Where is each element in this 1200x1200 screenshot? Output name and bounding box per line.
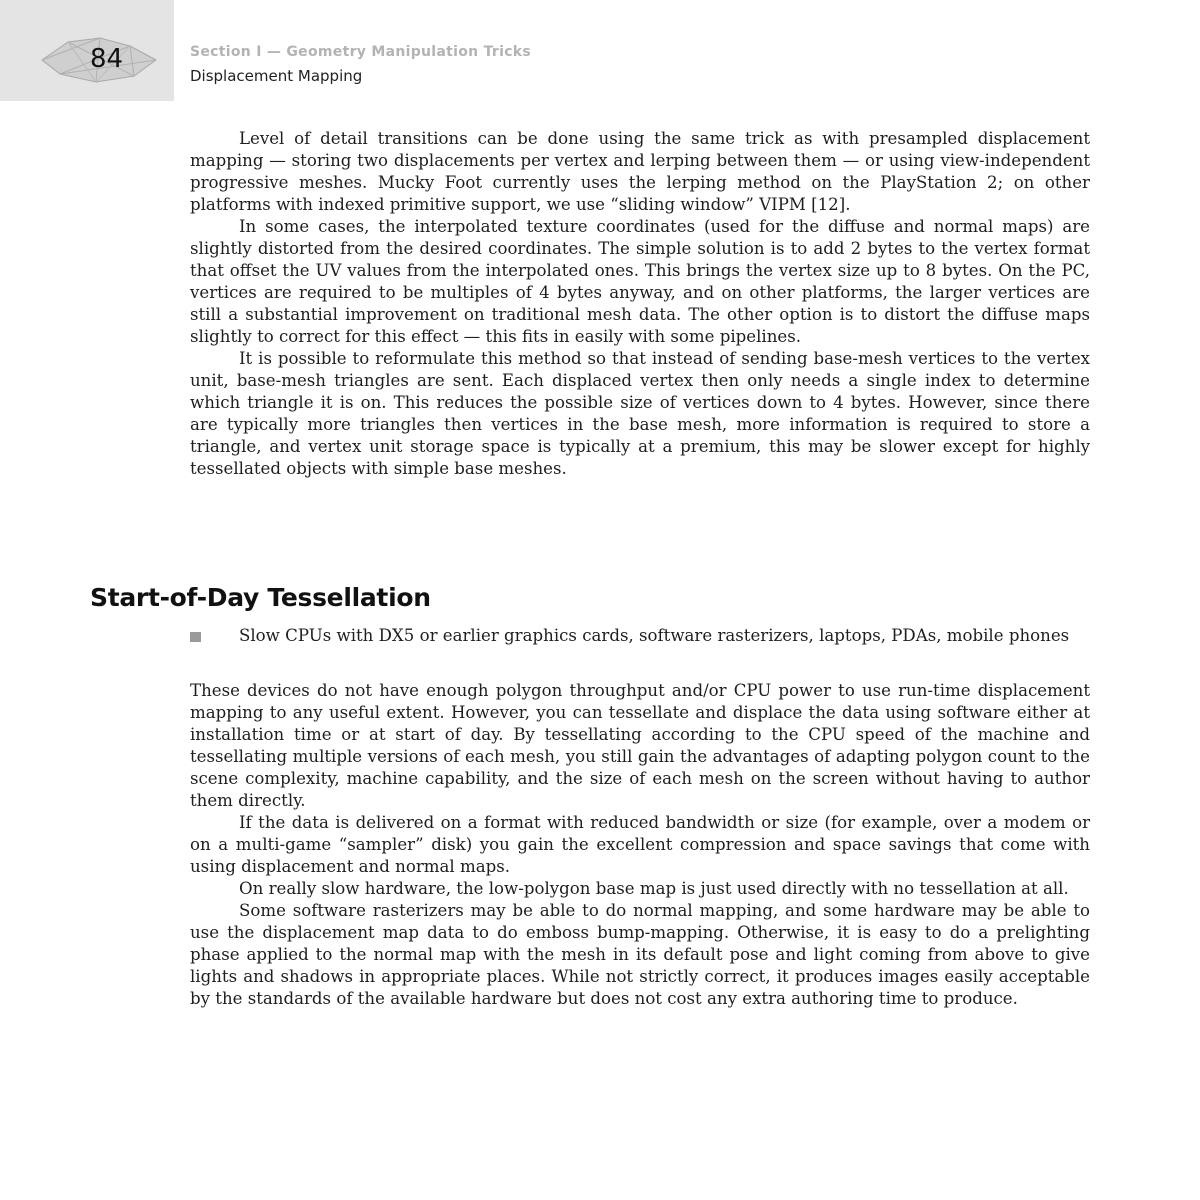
- paragraph-lod-transitions: Level of detail transitions can be done using the same trick as with presampled displacement mapping — storing two displacements per vertex and lerping between them — or using view-independent progressive meshes. Mucky Foot currently uses the lerping method on the PlayStation 2; on other platforms with indexed primitive support, we use “sliding window” VIPM [12].: [190, 129, 1090, 214]
- section-text-block: [190, 680, 1090, 1010]
- running-header-section: Section I — Geometry Manipulation Tricks: [190, 44, 532, 60]
- page-tab: [0, 0, 174, 101]
- paragraph-slow-hardware: On really slow hardware, the low-polygon base map is just used directly with no tessellation at all.: [239, 879, 1069, 898]
- paragraph-data-delivery: If the data is delivered on a format with reduced bandwidth or size (for example, over a modem or on a multi-game “sampler” disk) you gain the excellent compression and space savings that come with using displacement and normal maps.: [190, 813, 1090, 876]
- paragraph-texture-coordinates: In some cases, the interpolated texture coordinates (used for the diffuse and normal maps) are slightly distorted from the desired coordinates. The simple solution is to add 2 bytes to the vertex format that offset the UV values from the interpolated ones. This brings the vertex size up to 8 bytes. On the PC, vertices are required to be multiples of 4 bytes anyway, and on other platforms, the larger vertices are still a substantial improvement on traditional mesh data. The other option is to distort the diffuse maps slightly to correct for this effect — this fits in easily with some pipelines.: [190, 217, 1090, 346]
- paragraph-software-rasterizers: Some software rasterizers may be able to do normal mapping, and some hardware may be able to use the displacement map data to do emboss bump-mapping. Otherwise, it is easy to do a prelighting phase applied to the normal map with the mesh in its default pose and light coming from above to give lights and shadows in appropriate places. While not strictly correct, it produces images easily acceptable by the standards of the available hardware but does not cost any extra authoring time to produce.: [190, 901, 1090, 1008]
- running-header-chapter: Displacement Mapping: [190, 67, 363, 85]
- intro-text-block: [190, 128, 1090, 480]
- page-number: 84: [90, 44, 124, 74]
- square-bullet-icon: [190, 632, 201, 642]
- section-heading: Start-of-Day Tessellation: [90, 583, 431, 612]
- bullet-text: Slow CPUs with DX5 or earlier graphics cards, software rasterizers, laptops, PDAs, mobile phones: [239, 626, 1070, 645]
- paragraph-reformulate-method: It is possible to reformulate this method so that instead of sending base-mesh vertices to the vertex unit, base-mesh triangles are sent. Each displaced vertex then only needs a single index to determine which triangle it is on. This reduces the possible size of vertices down to 4 bytes. However, since there are typically more triangles then vertices in the base mesh, more information is required to store a triangle, and vertex unit storage space is typically at a premium, this may be slower except for highly tessellated objects with simple base meshes.: [190, 349, 1090, 478]
- paragraph-devices: These devices do not have enough polygon throughput and/or CPU power to use run-time displacement mapping to any useful extent. However, you can tessellate and displace the data using software either at installation time or at start of day. By tessellating according to the CPU speed of the machine and tessellating multiple versions of each mesh, you still gain the advantages of adapting polygon count to the scene complexity, machine capability, and the size of each mesh on the screen without having to author them directly.: [190, 681, 1090, 810]
